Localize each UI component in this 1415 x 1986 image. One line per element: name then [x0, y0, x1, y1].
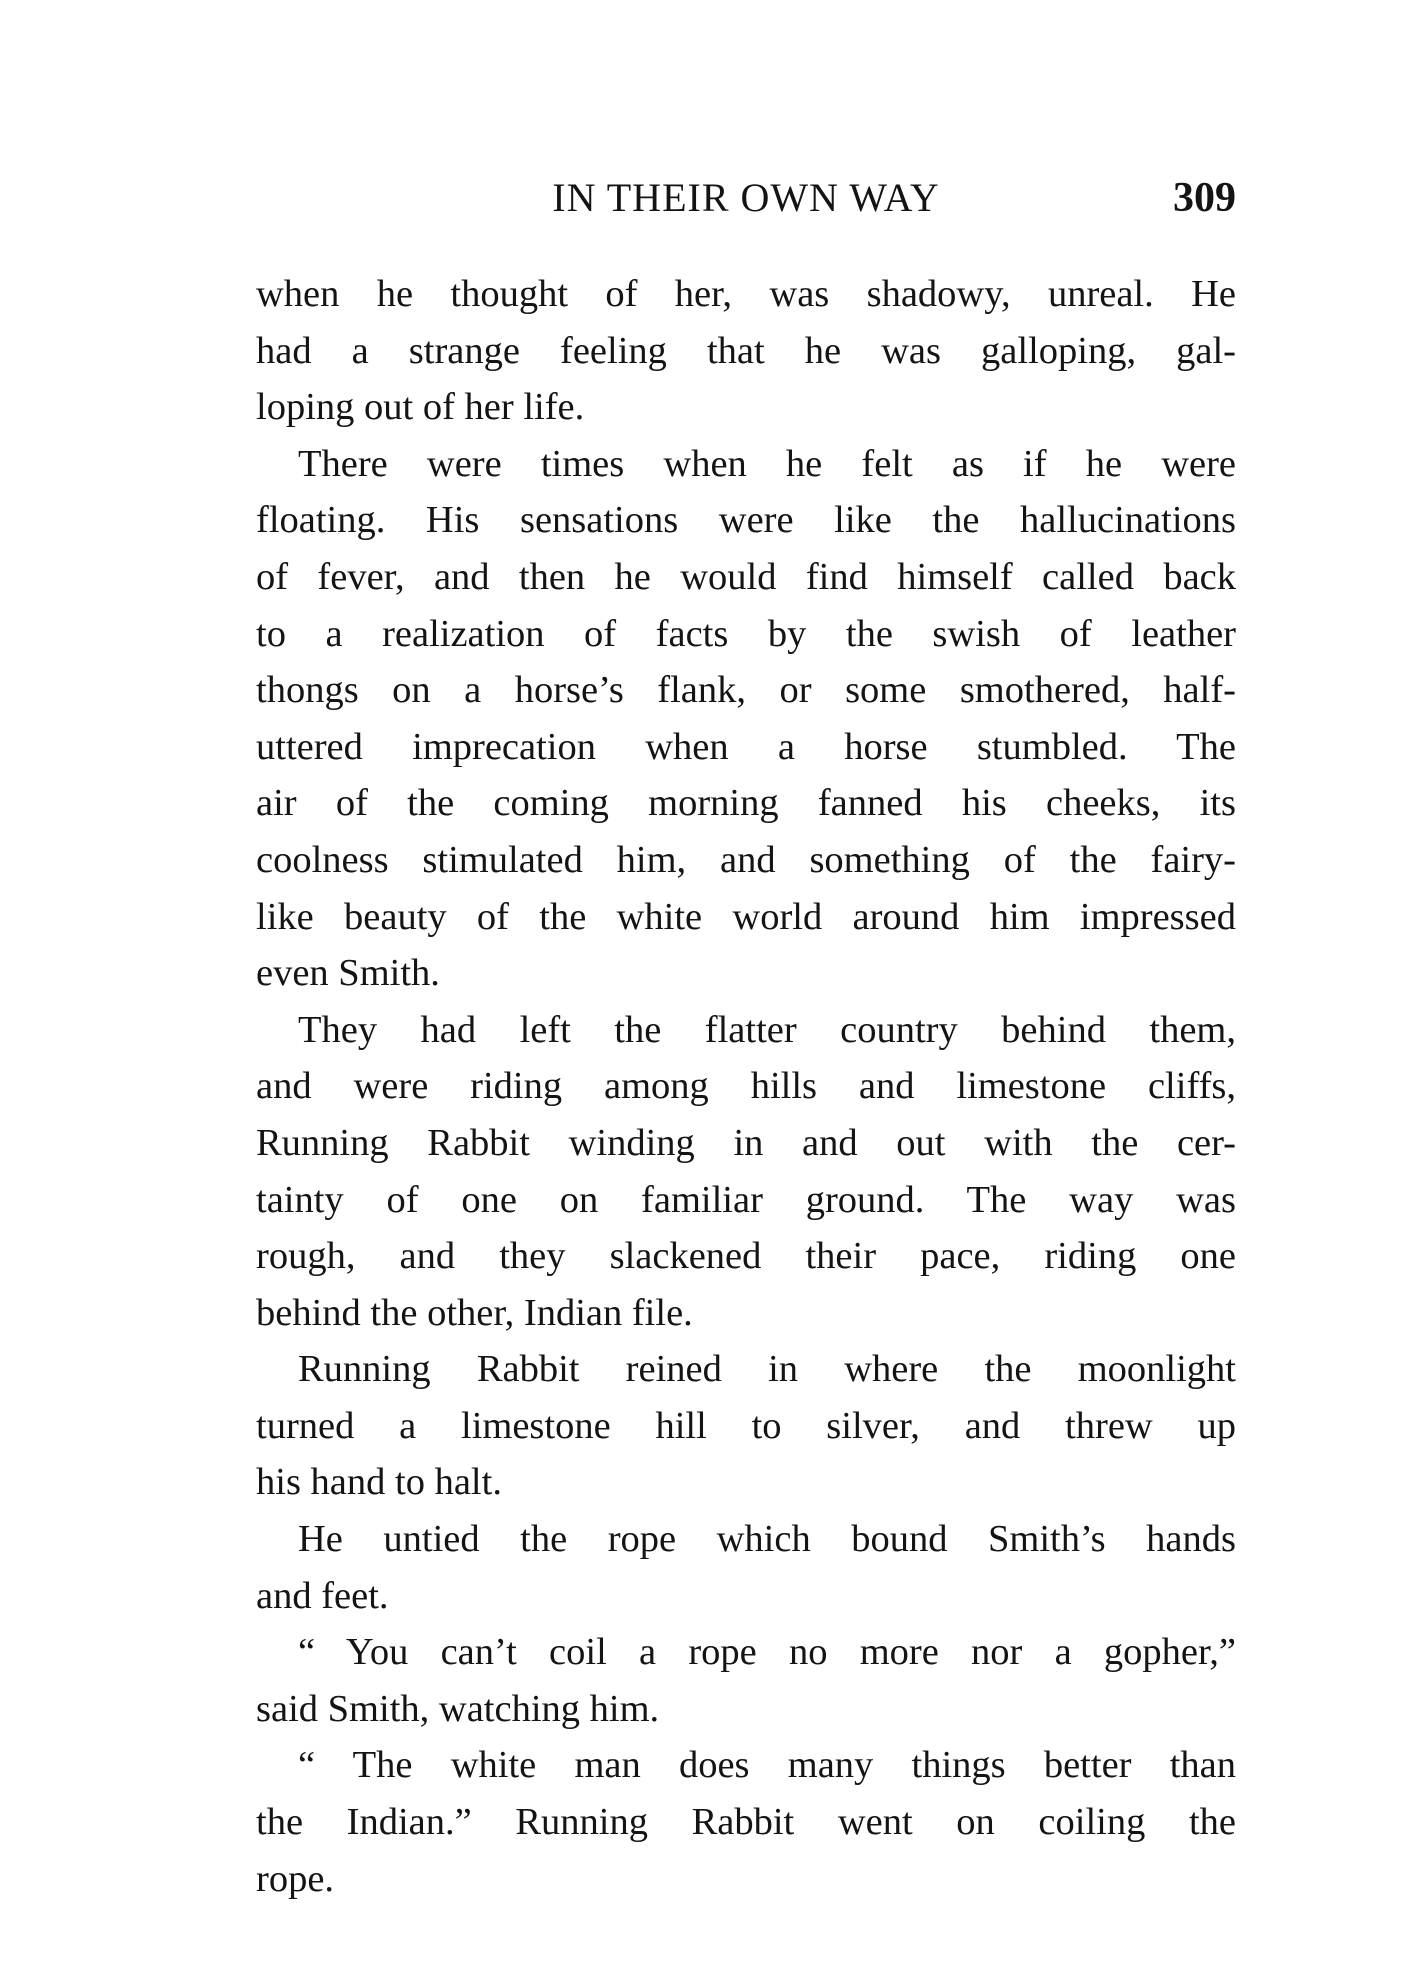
text-line: and feet. — [256, 1574, 389, 1617]
text-line: behind the other, Indian file. — [256, 1291, 693, 1334]
paragraph — [256, 1341, 1236, 1511]
text-line: to a realization of facts by the swish of leather — [256, 612, 1236, 655]
text-line: uttered imprecation when a horse stumbled. The — [256, 725, 1236, 768]
text-line: turned a limestone hill to silver, and threw up — [256, 1404, 1236, 1447]
text-line: “ The white man does many things better than — [298, 1744, 1236, 1787]
text-line: loping out of her life. — [256, 386, 585, 429]
text-line: said Smith, watching him. — [256, 1687, 660, 1730]
text-line: had a strange feeling that he was galloping, gal- — [256, 329, 1236, 372]
text-line: his hand to halt. — [256, 1461, 502, 1504]
running-head — [256, 168, 1236, 228]
text-line: “ You can’t coil a rope no more nor a gopher,” — [298, 1631, 1236, 1674]
text-line: air of the coming morning fanned his cheeks, its — [256, 782, 1236, 825]
text-line: tainty of one on familiar ground. The way was — [256, 1178, 1236, 1221]
paragraph — [256, 1737, 1236, 1907]
text-line: when he thought of her, was shadowy, unreal. He — [256, 273, 1236, 315]
paragraph — [256, 1624, 1236, 1737]
paragraph — [256, 1511, 1236, 1624]
paragraph — [256, 436, 1236, 1002]
text-line: There were times when he felt as if he were — [298, 442, 1236, 485]
text-line: even Smith. — [256, 952, 440, 995]
paragraph — [256, 1002, 1236, 1342]
text-line: rope. — [256, 1857, 335, 1900]
text-line: He untied the rope which bound Smith’s hands — [298, 1518, 1236, 1561]
paragraph — [256, 266, 1236, 436]
text-line: They had left the flatter country behind them, — [298, 1008, 1236, 1051]
text-line: rough, and they slackened their pace, riding one — [256, 1235, 1236, 1278]
text-line: floating. His sensations were like the hallucinations — [256, 499, 1236, 542]
running-title: IN THEIR OWN WAY — [552, 175, 940, 220]
page-number: 309 — [1173, 175, 1236, 221]
text-line: Running Rabbit winding in and out with the cer- — [256, 1121, 1236, 1164]
text-line: Running Rabbit reined in where the moonlight — [298, 1348, 1236, 1391]
text-line: the Indian.” Running Rabbit went on coiling the — [256, 1801, 1236, 1844]
body-text — [256, 266, 1236, 1907]
text-line: coolness stimulated him, and something of the fairy- — [256, 838, 1236, 881]
text-line: thongs on a horse’s flank, or some smothered, half- — [256, 669, 1236, 712]
text-line: like beauty of the white world around him impressed — [256, 895, 1236, 938]
text-line: of fever, and then he would find himself called back — [256, 555, 1236, 598]
text-line: and were riding among hills and limestone cliffs, — [256, 1065, 1236, 1108]
